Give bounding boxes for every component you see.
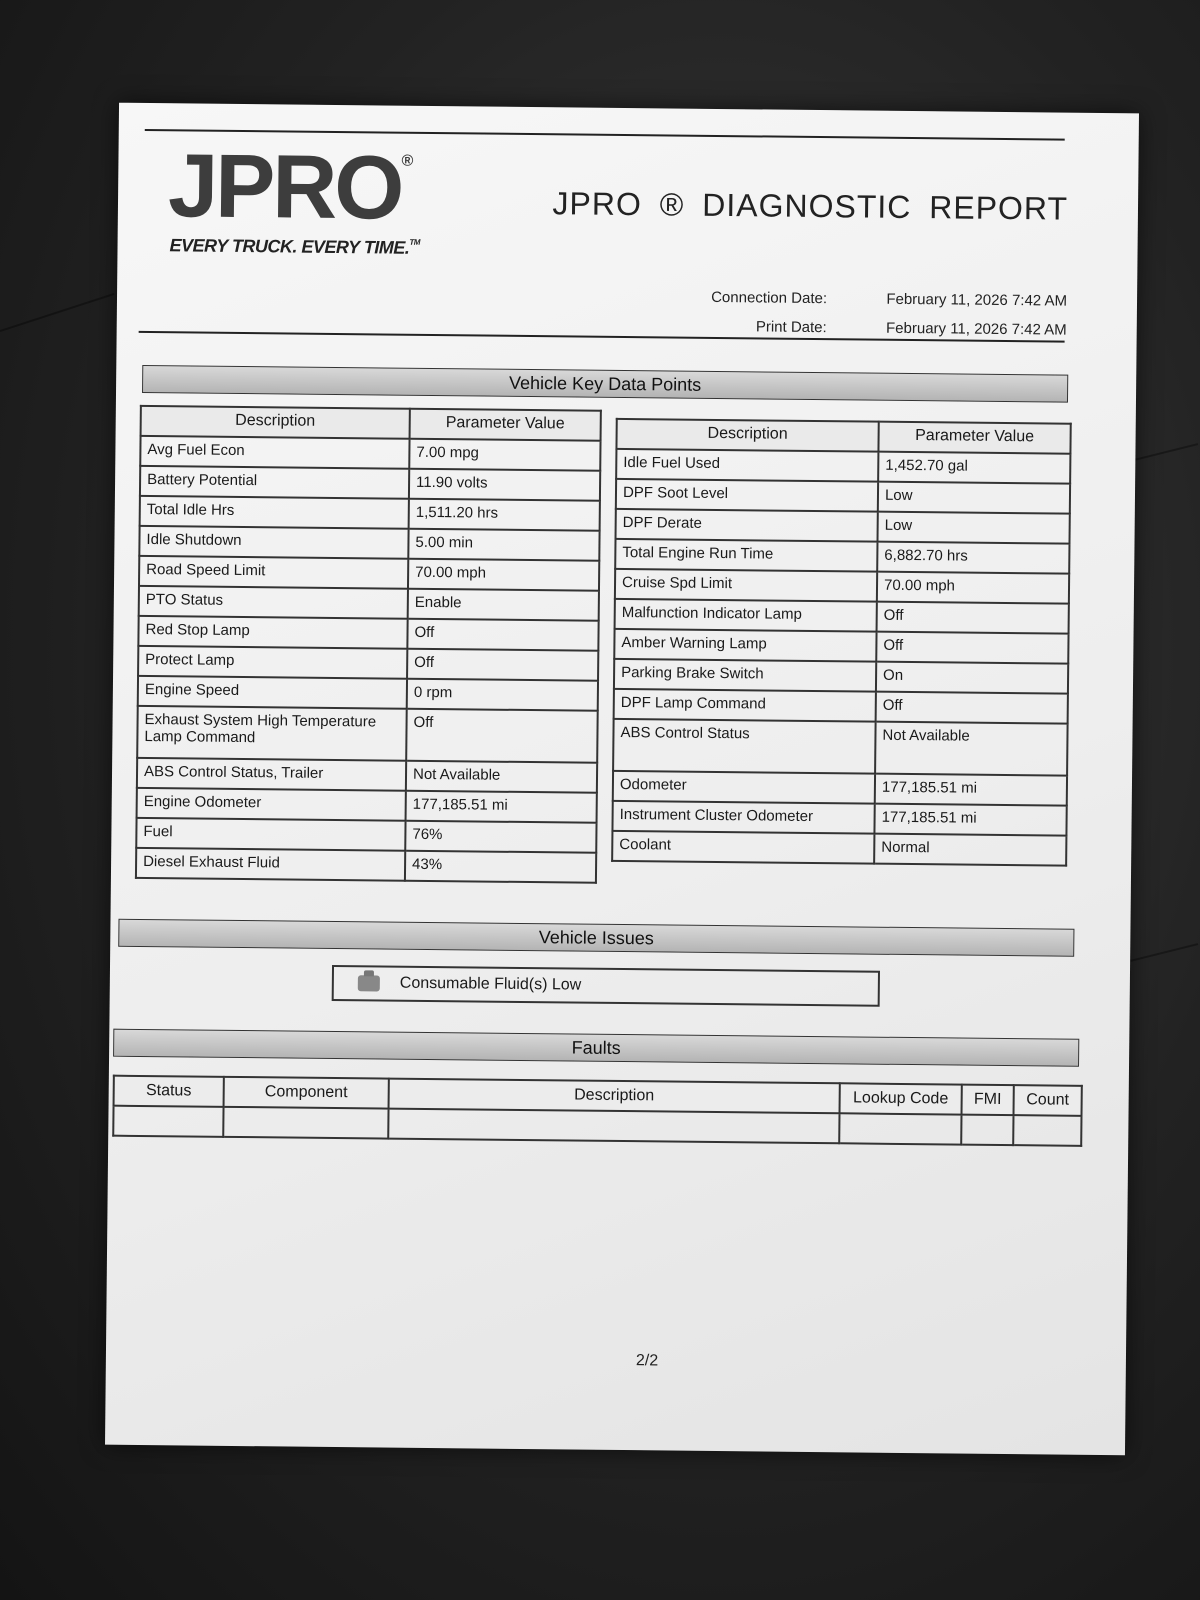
key-data-row <box>613 771 1067 806</box>
parameter-description: PTO Status <box>139 586 408 619</box>
logo-tagline: EVERY TRUCK. EVERY TIME.™ <box>169 235 420 258</box>
parameter-description: Avg Fuel Econ <box>140 436 409 469</box>
parameter-value: Off <box>876 692 1068 724</box>
faults-column-status: Status <box>114 1076 224 1107</box>
key-data-row <box>612 801 1066 836</box>
key-data-row <box>613 719 1068 776</box>
key-data-row <box>138 616 598 651</box>
parameter-value: 177,185.51 mi <box>406 791 597 823</box>
key-data-row <box>139 526 599 561</box>
parameter-description: Amber Warning Lamp <box>614 629 876 662</box>
parameter-value: 7.00 mpg <box>409 439 600 471</box>
faults-column-component: Component <box>224 1077 389 1109</box>
parameter-description: Idle Shutdown <box>139 526 408 559</box>
key-data-row <box>615 599 1069 634</box>
key-data-row <box>139 586 599 621</box>
parameter-description: Road Speed Limit <box>139 556 408 589</box>
parameter-description: Parking Brake Switch <box>614 659 876 692</box>
key-data-row <box>614 689 1068 724</box>
jpro-logo: JPRO® <box>167 136 414 239</box>
parameter-description: Total Engine Run Time <box>615 539 877 572</box>
key-data-row <box>616 479 1070 514</box>
parameter-description: Exhaust System High Temperature Lamp Command <box>137 706 407 761</box>
key-data-row <box>136 818 596 853</box>
key-data-row <box>136 848 596 883</box>
parameter-value: On <box>876 662 1068 694</box>
parameter-description: Protect Lamp <box>138 646 407 679</box>
issue-item <box>332 965 880 1007</box>
vehicle-issues-banner: Vehicle Issues <box>118 919 1074 957</box>
key-data-row <box>140 496 600 531</box>
connection-date-label: Connection Date: <box>711 288 828 308</box>
key-data-row <box>615 539 1069 574</box>
parameter-value: 6,882.70 hrs <box>877 542 1069 574</box>
parameter-value: Normal <box>874 834 1066 866</box>
parameter-value: Low <box>877 512 1069 544</box>
parameter-value: 1,511.20 hrs <box>409 499 600 531</box>
parameter-value: 43% <box>405 851 596 883</box>
parameter-value: Not Available <box>406 761 597 793</box>
parameter-value: 70.00 mph <box>408 559 599 591</box>
connection-date-value: February 11, 2026 7:42 AM <box>886 290 1068 310</box>
parameter-value: Off <box>406 709 598 763</box>
parameter-description: Diesel Exhaust Fluid <box>136 848 405 881</box>
report-page <box>105 103 1139 1456</box>
print-date-row <box>657 317 1067 338</box>
key-data-row <box>614 659 1068 694</box>
faults-banner: Faults <box>113 1029 1079 1067</box>
faults-table <box>112 1075 1083 1147</box>
parameter-description: Malfunction Indicator Lamp <box>615 599 877 632</box>
parameter-value: 70.00 mph <box>877 572 1069 604</box>
key-data-row <box>616 509 1070 544</box>
key-data-table-left <box>135 405 602 884</box>
parameter-value: 0 rpm <box>407 679 598 711</box>
key-data-row <box>616 449 1070 484</box>
key-data-row <box>138 646 598 681</box>
key-data-row <box>140 466 600 501</box>
parameter-description: Red Stop Lamp <box>138 616 407 649</box>
key-data-row <box>614 629 1068 664</box>
parameter-description: Total Idle Hrs <box>140 496 409 529</box>
faults-column-description: Description <box>389 1079 840 1114</box>
parameter-value: 11.90 volts <box>409 469 600 501</box>
column-header: Parameter Value <box>410 409 601 441</box>
parameter-value: 5.00 min <box>408 529 599 561</box>
key-data-row <box>612 831 1066 866</box>
key-data-row <box>615 569 1069 604</box>
background-stripe <box>0 293 114 332</box>
key-data-row <box>140 436 600 471</box>
parameter-value: Off <box>876 632 1068 664</box>
key-data-table-right <box>611 418 1072 867</box>
parameter-description: Battery Potential <box>140 466 409 499</box>
column-header: Description <box>616 419 878 452</box>
print-date-value: February 11, 2026 7:42 AM <box>885 319 1067 339</box>
background-stripe <box>1130 443 1198 462</box>
fluid-container-icon <box>358 975 380 991</box>
parameter-value: Low <box>878 482 1070 514</box>
parameter-value: Enable <box>408 589 599 621</box>
key-data-banner: Vehicle Key Data Points <box>142 365 1068 403</box>
issue-label: Consumable Fluid(s) Low <box>399 974 582 994</box>
parameter-description: DPF Lamp Command <box>614 689 876 722</box>
parameter-value: 1,452.70 gal <box>878 452 1070 484</box>
page-number: 2/2 <box>635 1352 659 1370</box>
faults-column-lookup-code: Lookup Code <box>840 1083 962 1114</box>
parameter-value: Off <box>877 602 1069 634</box>
parameter-description: DPF Derate <box>616 509 878 542</box>
parameter-value: Not Available <box>875 722 1068 776</box>
parameter-description: Instrument Cluster Odometer <box>612 801 874 834</box>
parameter-value: 177,185.51 mi <box>875 774 1067 806</box>
faults-column-count: Count <box>1014 1085 1082 1116</box>
parameter-description: Engine Speed <box>138 676 407 709</box>
key-data-row <box>139 556 599 591</box>
report-title: JPRO ® DIAGNOSTIC REPORT <box>552 185 1069 227</box>
parameter-description: Cruise Spd Limit <box>615 569 877 602</box>
parameter-description: Odometer <box>613 771 875 804</box>
parameter-description: DPF Soot Level <box>616 479 878 512</box>
parameter-value: Off <box>407 619 598 651</box>
key-data-row <box>137 758 597 793</box>
parameter-description: Idle Fuel Used <box>616 449 878 482</box>
parameter-value: 177,185.51 mi <box>874 804 1066 836</box>
key-data-row <box>138 676 598 711</box>
parameter-description: ABS Control Status <box>613 719 876 774</box>
parameter-description: ABS Control Status, Trailer <box>137 758 406 791</box>
column-header: Parameter Value <box>878 422 1070 454</box>
parameter-description: Engine Odometer <box>137 788 406 821</box>
parameter-description: Fuel <box>136 818 405 851</box>
print-date-label: Print Date: <box>755 318 827 337</box>
parameter-description: Coolant <box>612 831 874 864</box>
parameter-value: Off <box>407 649 598 681</box>
column-header: Description <box>141 406 410 439</box>
background-stripe <box>1130 943 1198 962</box>
faults-column-fmi: FMI <box>962 1085 1014 1116</box>
parameter-value: 76% <box>405 821 596 853</box>
connection-date-row <box>657 288 1067 309</box>
key-data-row <box>137 788 597 823</box>
key-data-row <box>137 706 598 763</box>
